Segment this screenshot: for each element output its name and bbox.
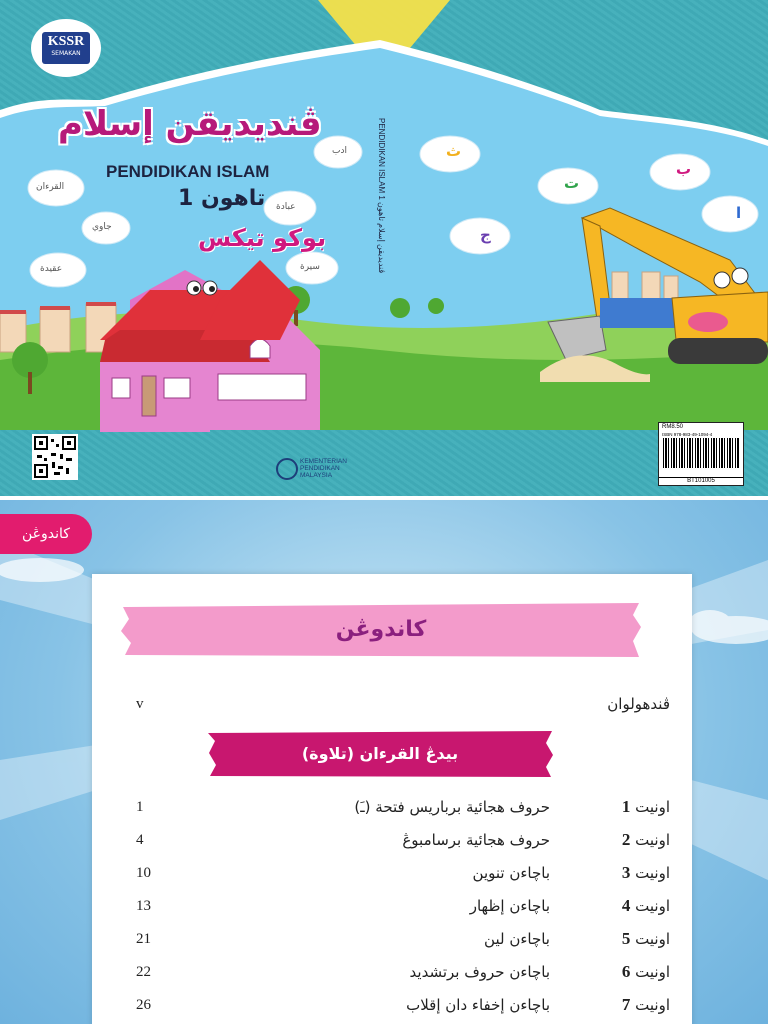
row-title: باچاءن إخفاء دان إقلاب	[406, 996, 550, 1014]
contents-row[interactable]	[100, 793, 670, 821]
row-title: ڤندهولوان	[607, 695, 670, 713]
unit-number: 5	[621, 929, 631, 948]
publisher-line: MALAYSIA	[300, 472, 333, 479]
page-number: 4	[136, 832, 144, 848]
row-title: حروف هجائية برسامبوڠ	[402, 831, 550, 849]
unit-number: 7	[621, 995, 631, 1014]
kssr-badge-title: KSSR	[47, 34, 85, 49]
row-title: حروف هجائية برباريس فتحة (ـَ)	[354, 798, 550, 816]
page-number: 21	[136, 931, 151, 947]
unit-number: 1	[621, 797, 631, 816]
unit-label	[560, 892, 670, 920]
unit-number: 2	[621, 830, 631, 849]
row-title: باچاءن حروف برتشديد	[409, 963, 550, 981]
cloud-letter: ا	[736, 204, 742, 222]
cloud-letter: ث	[446, 142, 462, 160]
cloud-letter: ج	[480, 226, 491, 244]
page-number: 26	[136, 997, 151, 1013]
book-cover	[0, 0, 768, 496]
cover-year: تاهون 1	[178, 186, 266, 211]
kssr-badge	[34, 22, 98, 74]
unit-word: اونيت	[635, 963, 670, 981]
publisher-line: KEMENTERIAN	[300, 458, 347, 465]
contents-row[interactable]	[100, 958, 670, 986]
unit-label	[560, 859, 670, 887]
row-title: باچاءن تنوين	[472, 864, 550, 882]
cloud-word: عبادة	[276, 202, 296, 212]
publisher-line: PENDIDIKAN	[300, 465, 340, 472]
cloud-word: جاوي	[92, 222, 112, 232]
page-number: v	[136, 696, 144, 712]
cover-subtitle: PENDIDIKAN ISLAM	[106, 162, 270, 181]
unit-word: اونيت	[635, 996, 670, 1014]
cover-book-type: بوكو تيكس	[198, 224, 327, 252]
cloud-word: سيرة	[300, 262, 320, 272]
section-title: بيدڠ القرءان (تلاوة)	[301, 744, 459, 763]
contents-row[interactable]	[100, 892, 670, 920]
cover-title: ڤنديديقن إسلام	[58, 104, 322, 144]
unit-number: 4	[621, 896, 631, 915]
unit-label	[560, 826, 670, 854]
cloud-word: ادب	[332, 146, 347, 156]
qr-code	[32, 434, 78, 480]
unit-word: اونيت	[635, 930, 670, 948]
cover-spine	[372, 118, 388, 278]
barcode-label	[658, 422, 744, 486]
unit-word: اونيت	[635, 897, 670, 915]
contents-row[interactable]	[100, 859, 670, 887]
publisher-name	[300, 458, 347, 479]
unit-word: اونيت	[635, 864, 670, 882]
unit-number: 3	[621, 863, 631, 882]
unit-number: 6	[621, 962, 631, 981]
page-number: 13	[136, 898, 151, 914]
cloud-letter: ت	[564, 174, 580, 192]
page-number: 1	[136, 799, 144, 815]
barcode-icon	[663, 438, 739, 468]
ministry-logo-icon	[276, 458, 298, 480]
unit-label	[560, 793, 670, 821]
contents-row-intro[interactable]	[100, 690, 670, 718]
contents-page	[0, 500, 768, 1024]
unit-label	[560, 925, 670, 953]
section-tab: كاندوڠن	[0, 514, 92, 554]
kssr-badge-sub: SEMAKAN	[51, 50, 81, 57]
row-title: باچاءن لين	[484, 930, 550, 948]
cloud-word: القرءان	[36, 182, 65, 192]
contents-row[interactable]	[100, 991, 670, 1019]
contents-row[interactable]	[100, 925, 670, 953]
kssr-badge-inner	[42, 32, 90, 64]
contents-heading: كاندوڠن	[335, 617, 427, 642]
cloud-word: عقيدة	[40, 264, 63, 274]
contents-row[interactable]	[100, 826, 670, 854]
cloud-letter: ب	[676, 160, 692, 178]
unit-word: اونيت	[635, 831, 670, 849]
page-number: 10	[136, 865, 151, 881]
row-title: باچاءن إظهار	[469, 897, 550, 915]
page-number: 22	[136, 964, 151, 980]
price-label: RM8.50	[662, 424, 684, 430]
isbn-label: ISBN 978-983-49-1094-4	[662, 432, 713, 437]
unit-word: اونيت	[635, 798, 670, 816]
unit-label	[560, 958, 670, 986]
barcode-code: BT101005	[659, 477, 743, 484]
spine-text: PENDIDIKAN ISLAM ڤنديديقن إسلام تاهون 1	[377, 118, 386, 274]
unit-label	[560, 991, 670, 1019]
